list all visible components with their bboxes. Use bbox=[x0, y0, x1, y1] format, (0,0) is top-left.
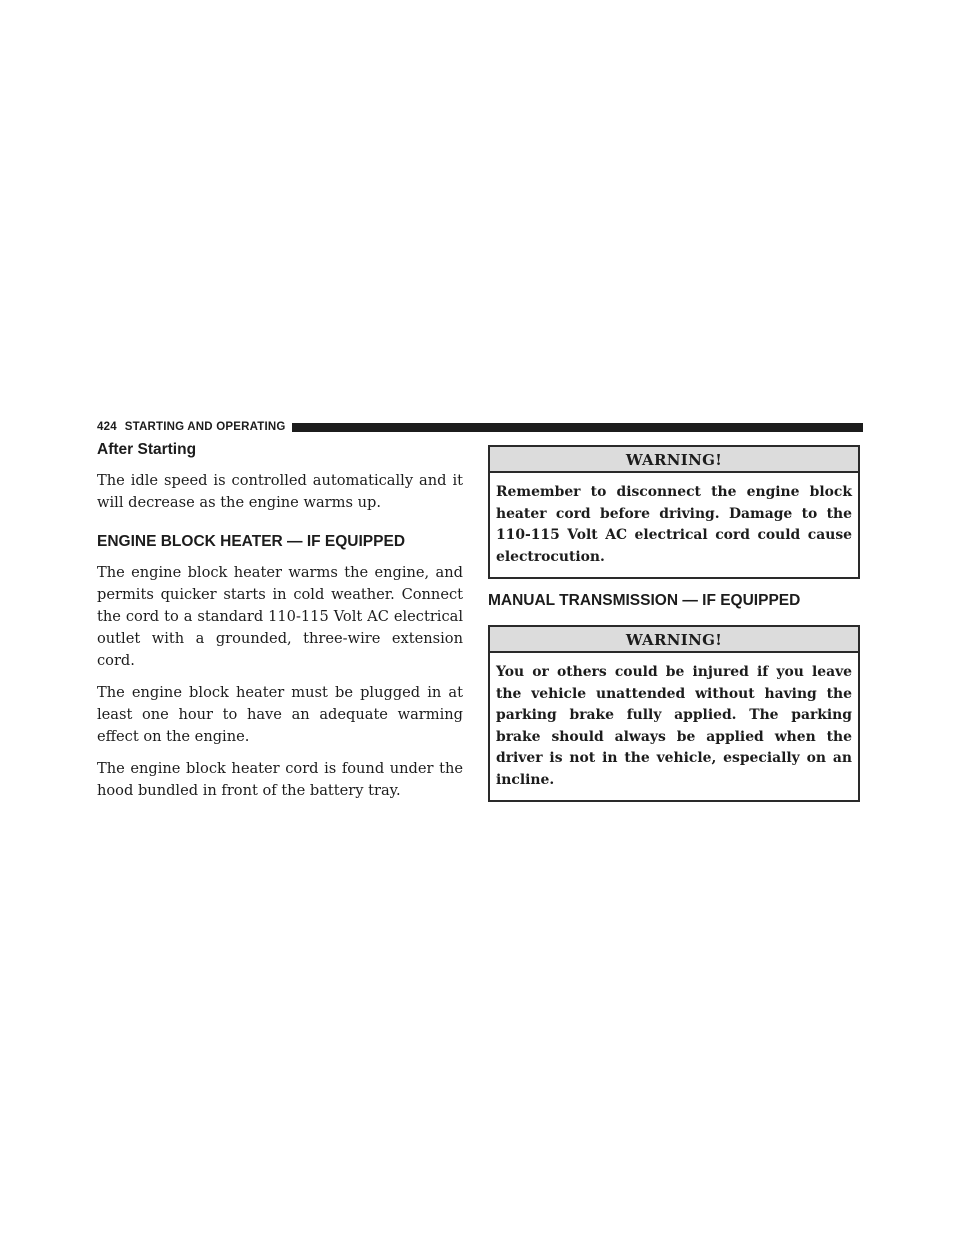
left-column bbox=[97, 440, 463, 812]
engine-block-heater-paragraph-2: The engine block heater must be plugged in at least one hour to have an adequate warming effect on the engine. bbox=[97, 684, 463, 745]
after-starting-paragraph: The idle speed is controlled automatically and it will decrease as the engine warms up. bbox=[97, 472, 463, 511]
warning-text: You or others could be injured if you leave the vehicle unattended without having the parking brake fully applied. The parking brake should always be applied when the driver is not in the vehicle, especially on an incline. bbox=[496, 664, 852, 788]
manual-transmission-heading: MANUAL TRANSMISSION — IF EQUIPPED bbox=[488, 592, 801, 609]
page-number: 424 bbox=[97, 421, 117, 433]
section-title: STARTING AND OPERATING bbox=[124, 421, 286, 433]
engine-block-heater-paragraph-1: The engine block heater warms the engine, and permits quicker starts in cold weather. Connect the cord to a standard 110-115 Volt AC electrical outlet with a grounded, three-wire extension cord. bbox=[97, 564, 463, 669]
warning-title: WARNING! bbox=[490, 627, 858, 653]
right-column bbox=[488, 445, 864, 802]
after-starting-heading: After Starting bbox=[97, 441, 197, 458]
page-header bbox=[97, 421, 863, 433]
header-rule bbox=[292, 423, 863, 432]
engine-block-heater-paragraph-3: The engine block heater cord is found under the hood bundled in front of the battery tray. bbox=[97, 760, 463, 799]
warning-box-electrocution bbox=[488, 445, 860, 579]
warning-text: Remember to disconnect the engine block heater cord before driving. Damage to the 110-115 Volt AC electrical cord could cause electrocution. bbox=[496, 484, 852, 565]
engine-block-heater-heading: ENGINE BLOCK HEATER — IF EQUIPPED bbox=[97, 533, 406, 550]
warning-title: WARNING! bbox=[490, 447, 858, 473]
warning-box-parking-brake bbox=[488, 625, 860, 802]
